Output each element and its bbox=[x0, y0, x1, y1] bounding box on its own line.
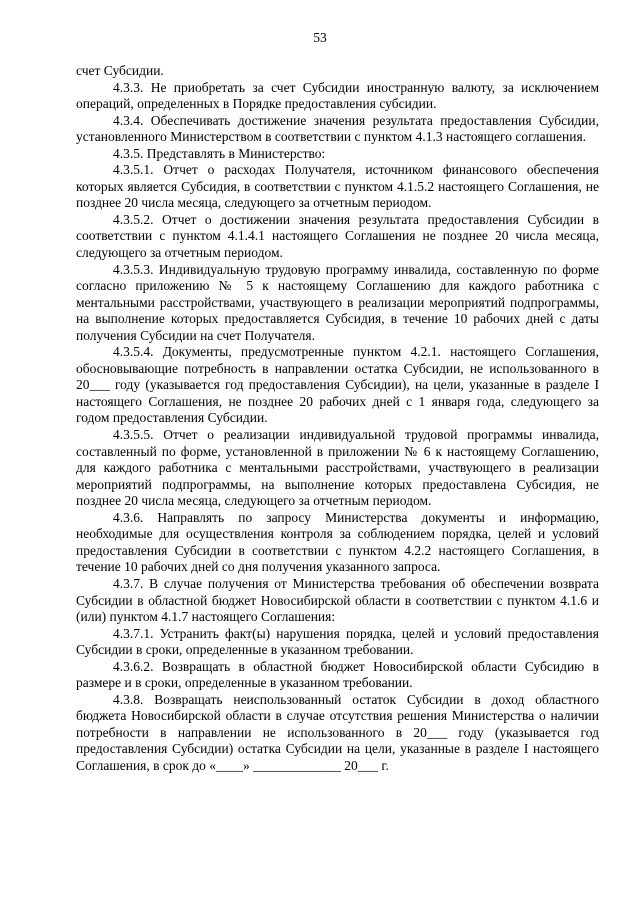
paragraph-4-3-5-5: 4.3.5.5. Отчет о реализации индивидуальной трудовой программы инвалида, составленный по форме, установленной в приложении № 6 к настоящему Соглашению, для каждого работника с ментальными расстройствами, участвующего в реализации мероприятий подпрограммы, на выполнение которых предоставлена Субсидия, не позднее 20 числа месяца, следующего за отчетным периодом. bbox=[76, 427, 599, 509]
paragraph-4-3-5-3: 4.3.5.3. Индивидуальную трудовую программу инвалида, составленную по форме согласно приложению № 5 к настоящему Соглашению для каждого работника с ментальными расстройствами, участвующего в реализации мероприятий подпрограммы, на выполнение которых предоставляется Субсидия, в течение 10 рабочих дней с даты получения Субсидии на счет Получателя. bbox=[76, 261, 599, 343]
paragraph-continuation: счет Субсидии. bbox=[76, 63, 164, 78]
paragraph-4-3-7: 4.3.7. В случае получения от Министерства требования об обеспечении возврата Субсидии в областной бюджет Новосибирской области в соответствии с пунктом 4.1.6 и (или) пунктом 4.1.7 настоящего Соглашения: bbox=[76, 575, 599, 625]
paragraph-4-3-4: 4.3.4. Обеспечивать достижение значения результата предоставления Субсидии, установленного Министерством в соответствии с пунктом 4.1.3 настоящего соглашения. bbox=[76, 112, 599, 145]
paragraph-4-3-6-2: 4.3.6.2. Возвращать в областной бюджет Новосибирской области Субсидию в размере и в сроки, определенные в указанном требовании. bbox=[76, 658, 599, 691]
page-number: 53 bbox=[313, 30, 327, 45]
paragraph-4-3-5-2: 4.3.5.2. Отчет о достижении значения результата предоставления Субсидии в соответствии с пунктом 4.1.4.1 настоящего Соглашения не позднее 20 числа месяца, следующего за отчетным периодом. bbox=[76, 211, 599, 261]
paragraph-4-3-6: 4.3.6. Направлять по запросу Министерства документы и информацию, необходимые для осуществления контроля за соблюдением порядка, целей и условий предоставления Субсидии в соответствии с пунктом 4.2.2 настоящего Соглашения, в течение 10 рабочих дней со дня получения указанного запроса. bbox=[76, 509, 599, 575]
paragraph-4-3-8: 4.3.8. Возвращать неиспользованный остаток Субсидии в доход областного бюджета Новосибирской области в случае отсутствия решения Министерства о наличии потребности в направлении не использованного в 20___ году (указывается год предоставления Субсидии) остатка Субсидии на цели, указанные в разделе I настоящего Соглашения, в срок до «____» _____________ 20___ г. bbox=[76, 691, 599, 773]
document-body bbox=[76, 63, 599, 775]
paragraph-4-3-5-1: 4.3.5.1. Отчет о расходах Получателя, источником финансового обеспечения которых является Субсидия, в соответствии с пунктом 4.1.5.2 настоящего Соглашения, не позднее 20 числа месяца, следующего за отчетным периодом. bbox=[76, 162, 599, 211]
paragraph-4-3-5-4: 4.3.5.4. Документы, предусмотренные пунктом 4.2.1. настоящего Соглашения, обосновывающие потребность в направлении остатка Субсидии, не использованного в 20___ году (указывается год предоставления Субсидии), на цели, указанные в разделе I настоящего Соглашения, не позднее 20 рабочих дней с 1 января года, следующего за годом предоставления Субсидии. bbox=[76, 344, 599, 426]
paragraph-4-3-5: 4.3.5. Представлять в Министерство: bbox=[113, 145, 326, 161]
paragraph-4-3-7-1: 4.3.7.1. Устранить факт(ы) нарушения порядка, целей и условий предоставления Субсидии в сроки, определенные в указанном требовании. bbox=[76, 625, 599, 658]
paragraph-4-3-3: 4.3.3. Не приобретать за счет Субсидии иностранную валюту, за исключением операций, определенных в Порядке предоставления субсидии. bbox=[76, 79, 599, 112]
